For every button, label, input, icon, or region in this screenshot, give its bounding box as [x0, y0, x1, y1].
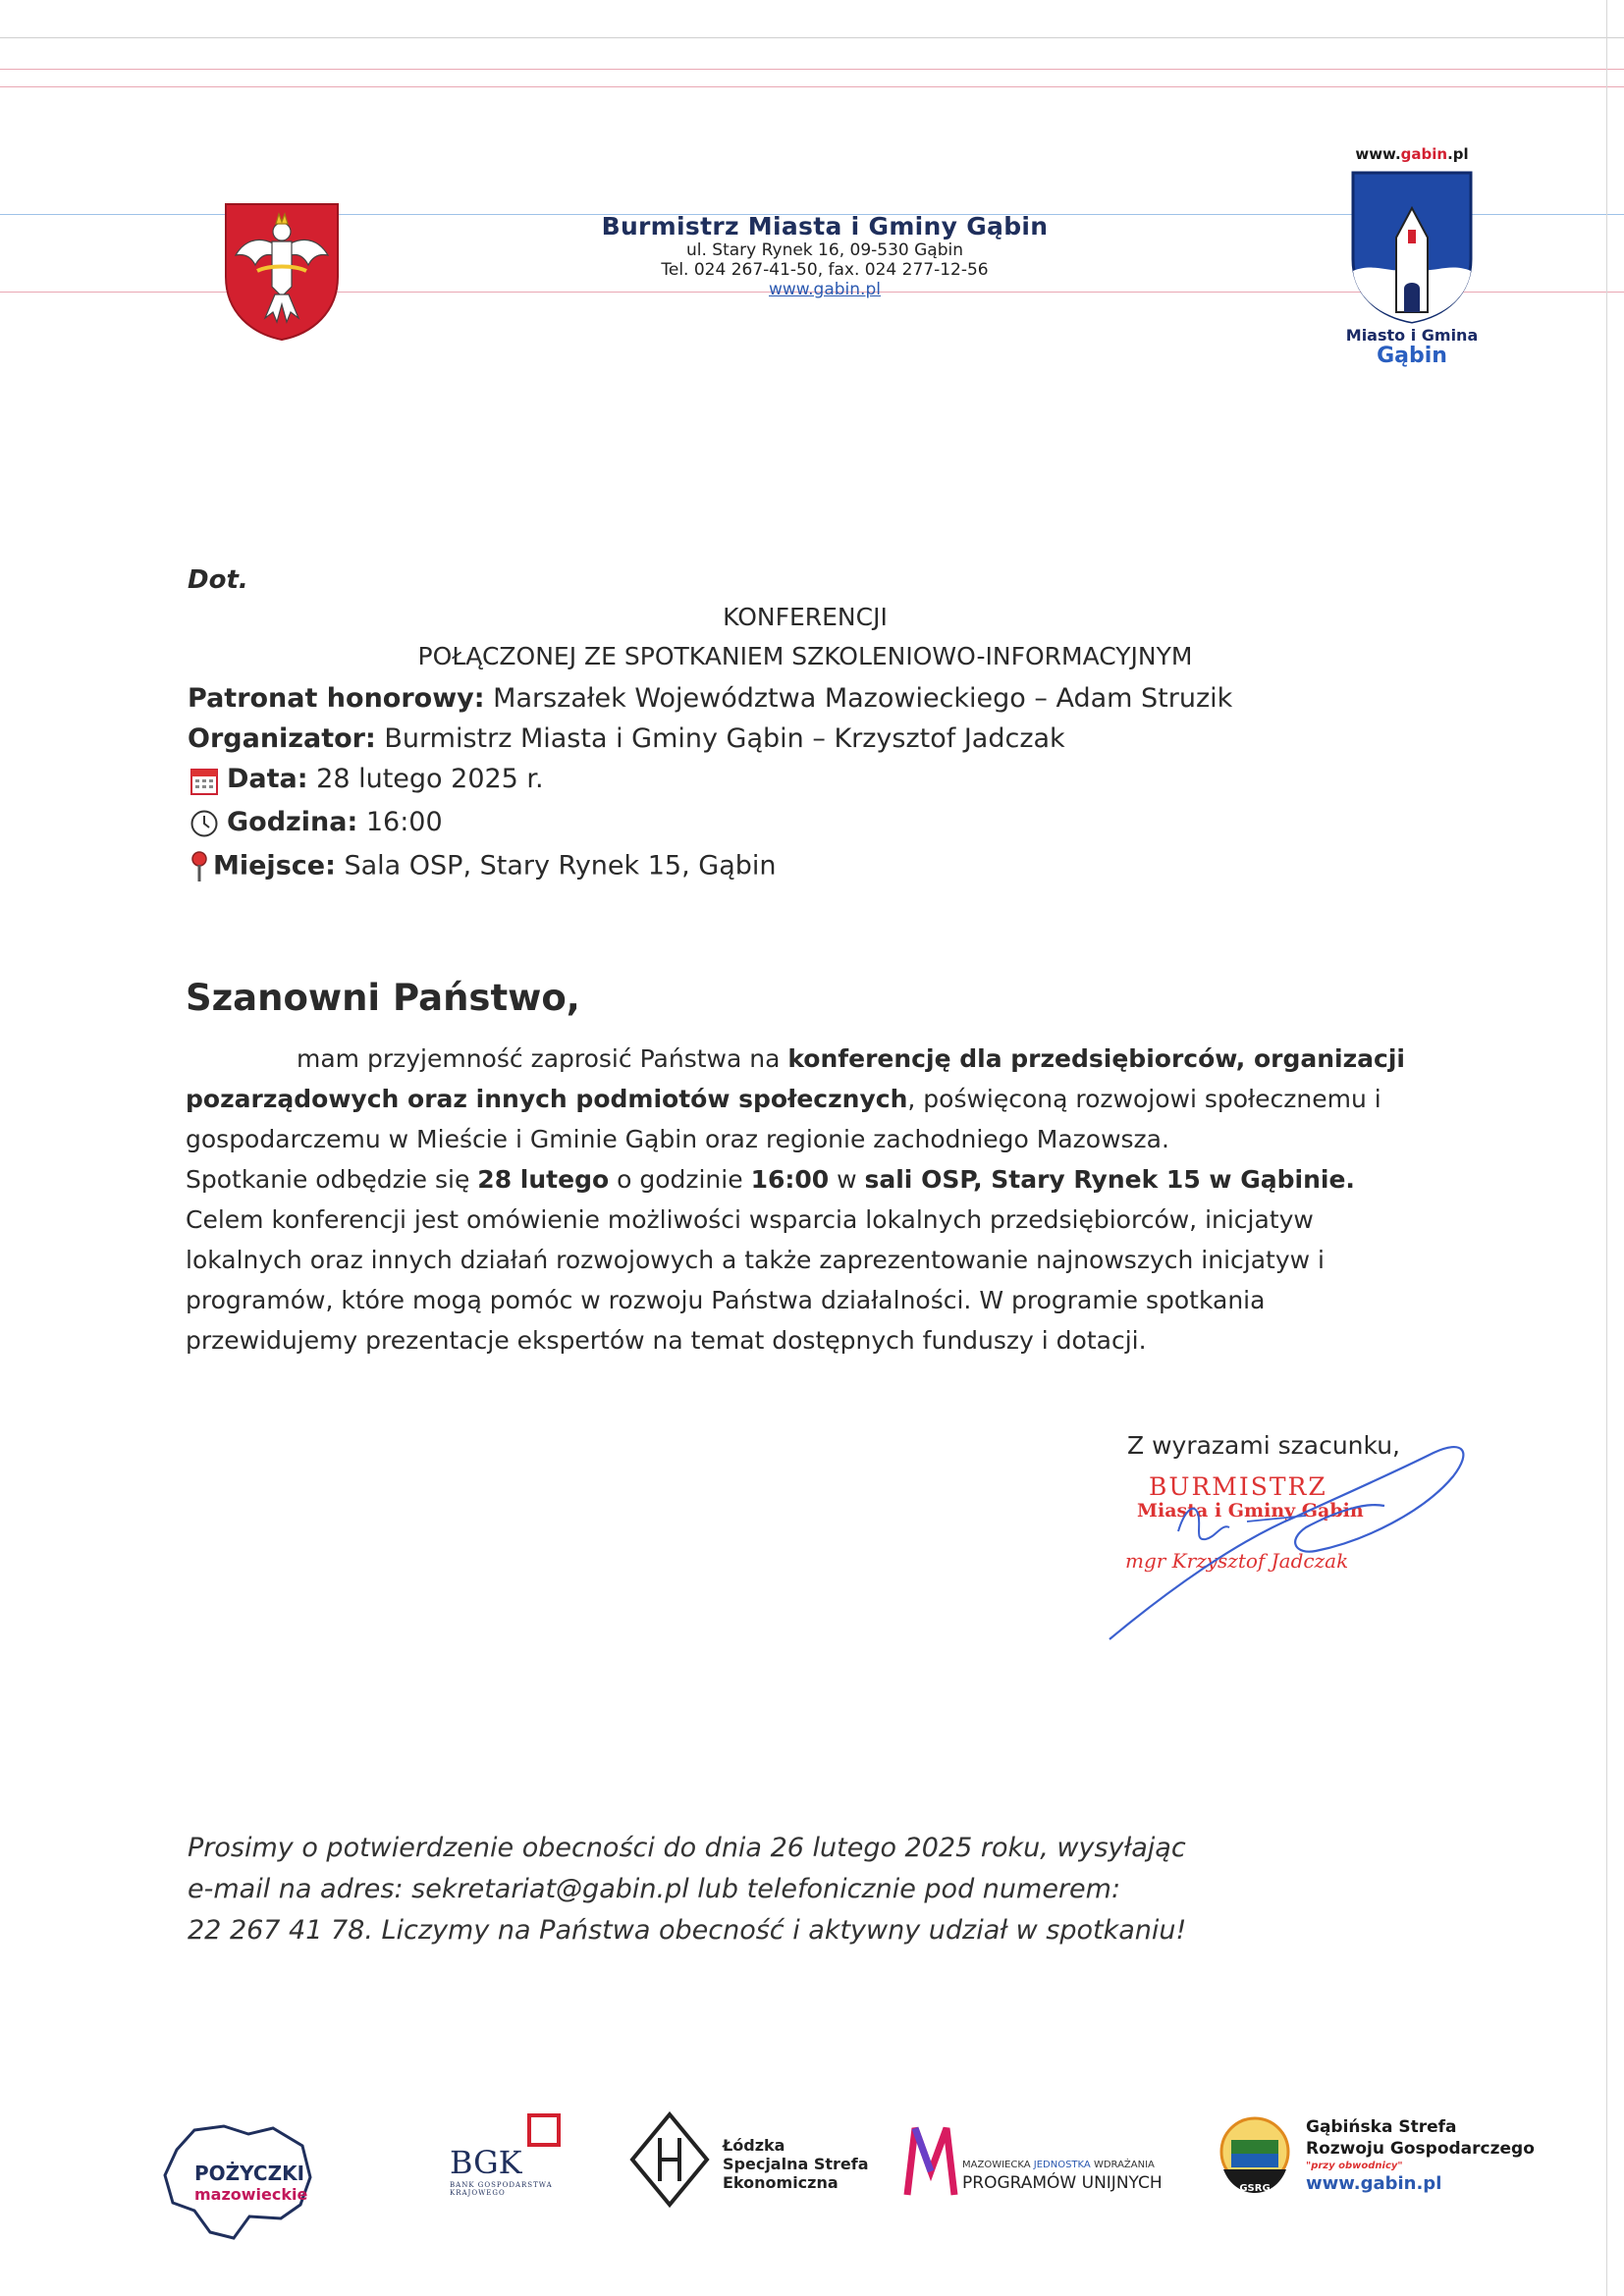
gsrg-website[interactable]: www.gabin.pl	[1306, 2173, 1442, 2194]
letterhead-phone: Tel. 024 267-41-50, fax. 024 277-12-56	[661, 260, 989, 280]
city-logo-line2: Gąbin	[1377, 344, 1447, 368]
gsrg-line-3: "przy obwodnicy"	[1306, 2161, 1403, 2171]
stamp-title: BURMISTRZ	[1149, 1472, 1327, 1501]
lsse-line-3: Ekonomiczna	[723, 2173, 839, 2192]
city-logo-line1: Miasto i Gmina	[1345, 326, 1479, 345]
organizer-label: Organizator:	[188, 723, 376, 754]
lsse-diamond-icon	[628, 2110, 711, 2209]
letter-paragraph-3: Celem konferencji jest omówienie możliwości wsparcia lokalnych przedsiębiorców, inicjatyw lokalnych oraz innych działań rozwojowych a także zaprezentowanie najnowszych inicjatyw i programów, które mogą pomóc w rozwoju Państwa działalności. W programie spotkania przewidujemy prezentacje ekspertów na temat dostępnych funduszy i dotacji.	[186, 1205, 1325, 1355]
place-line	[189, 850, 777, 883]
mjwpu-m-icon	[903, 2120, 958, 2199]
handwritten-signature	[1100, 1433, 1492, 1654]
lsse-line-1: Łódzka	[723, 2136, 785, 2155]
scan-rule	[0, 37, 1624, 38]
p1-text-a: mam przyjemność zaprosić Państwa na	[297, 1044, 788, 1073]
time-label: Godzina:	[227, 807, 358, 837]
logo-gsrg	[1212, 2110, 1565, 2218]
lsse-line-2: Specjalna Strefa	[723, 2155, 869, 2173]
letterhead-title: Burmistrz Miasta i Gminy Gąbin	[601, 212, 1049, 240]
organizer-value: Burmistrz Miasta i Gminy Gąbin – Krzysztof Jadczak	[375, 723, 1065, 754]
stamp-office: Miasta i Gminy Gąbin	[1137, 1500, 1364, 1522]
gsrg-text	[1306, 2116, 1535, 2195]
p2-text-a: Spotkanie odbędzie się	[186, 1165, 478, 1194]
mjwpu-main-text: PROGRAMÓW UNIJNYCH	[962, 2173, 1163, 2193]
gsrg-badge-label: GSRG	[1239, 2183, 1271, 2194]
greeting: Szanowni Państwo,	[186, 977, 580, 1019]
patron-value: Marszałek Województwa Mazowieckiego – Adam Struzik	[484, 683, 1233, 714]
city-logo-url: www.gabin.pl	[1355, 145, 1469, 163]
mazovia-crest-icon	[218, 196, 346, 344]
place-value: Sala OSP, Stary Rynek 15, Gąbin	[335, 850, 777, 881]
map-pin-icon	[189, 850, 209, 883]
mazowieckie-label: mazowieckie	[194, 2185, 308, 2204]
gsrg-emblem-icon	[1212, 2110, 1298, 2205]
logo-pozyczki-mazowieckie	[155, 2120, 322, 2248]
p2-date: 28 lutego	[477, 1165, 610, 1194]
patron-label: Patronat honorowy:	[188, 683, 485, 714]
rsvp-line-3: 22 267 41 78. Liczymy na Państwa obecność i aktywny udział w spotkaniu!	[188, 1915, 1187, 1946]
logo-bgk	[442, 2110, 589, 2218]
clock-icon	[189, 809, 219, 838]
letterhead	[550, 212, 1100, 299]
calendar-icon	[189, 765, 219, 796]
pozyczki-label: POŻYCZKI	[194, 2162, 305, 2185]
subject-heading-1: KONFERENCJI	[723, 603, 888, 631]
letterhead-address: ul. Stary Rynek 16, 09-530 Gąbin	[686, 240, 963, 260]
city-coat-of-arms-icon	[1347, 169, 1477, 326]
rsvp-note	[188, 1828, 1366, 1951]
p2-text-c: o godzinie	[609, 1165, 751, 1194]
p1-emphasis: konferencję dla przedsiębiorców, organizacji pozarządowych oraz innych podmiotów społecznych	[186, 1044, 1405, 1113]
lsse-text	[723, 2136, 869, 2192]
subject-heading-2: POŁĄCZONEJ ZE SPOTKANIEM SZKOLENIOWO-INFORMACYJNYM	[417, 642, 1193, 670]
patron-line	[188, 683, 1232, 714]
logo-mjwpu	[903, 2120, 1198, 2218]
date-value: 28 lutego 2025 r.	[307, 764, 544, 794]
scan-rule	[0, 69, 1624, 70]
bgk-label: BGK	[450, 2144, 522, 2181]
p2-text-e: w	[829, 1165, 865, 1194]
letterhead-website-link[interactable]: www.gabin.pl	[769, 280, 881, 299]
logo-lsse	[628, 2110, 874, 2228]
letter-body	[186, 1039, 1423, 1361]
mjwpu-word-3: WDRAŻANIA	[1093, 2160, 1155, 2170]
mjwpu-word-1: MAZOWIECKA	[962, 2160, 1031, 2170]
scan-edge	[1606, 0, 1607, 2296]
mjwpu-small-text	[962, 2160, 1155, 2170]
scan-rule	[0, 86, 1624, 87]
rsvp-line-1: Prosimy o potwierdzenie obecności do dnia 26 lutego 2025 roku, wysyłając	[188, 1833, 1186, 1863]
mjwpu-word-2: JEDNOSTKA	[1033, 2160, 1091, 2170]
gsrg-line-2: Rozwoju Gospodarczego	[1306, 2139, 1535, 2159]
bgk-sublabel: BANK GOSPODARSTWA KRAJOWEGO	[450, 2181, 553, 2197]
time-value: 16:00	[357, 807, 443, 837]
stamp-name: mgr Krzysztof Jadczak	[1125, 1549, 1349, 1573]
letter-paragraph-1	[186, 1039, 1423, 1159]
place-label: Miejsce:	[213, 850, 336, 881]
city-logo	[1333, 145, 1490, 371]
gsrg-line-1: Gąbińska Strefa	[1306, 2117, 1457, 2137]
organizer-line	[188, 723, 1065, 754]
subject-dot: Dot.	[188, 565, 248, 595]
letter-paragraph-2	[186, 1159, 1423, 1200]
date-label: Data:	[227, 764, 308, 794]
time-line	[189, 807, 443, 838]
p2-time: 16:00	[750, 1165, 830, 1194]
closing-regards: Z wyrazami szacunku,	[1127, 1431, 1401, 1460]
p1-text-c: , poświęconą rozwojowi społecznemu i gospodarczemu w Mieście i Gminie Gąbin oraz regionie zachodniego Mazowsza.	[186, 1085, 1381, 1153]
p2-place: sali OSP, Stary Rynek 15 w Gąbinie.	[864, 1165, 1355, 1194]
date-line	[189, 764, 544, 796]
bgk-square-icon	[526, 2112, 562, 2148]
rsvp-line-2: e-mail na adres: sekretariat@gabin.pl lub telefonicznie pod numerem:	[188, 1874, 1121, 1904]
